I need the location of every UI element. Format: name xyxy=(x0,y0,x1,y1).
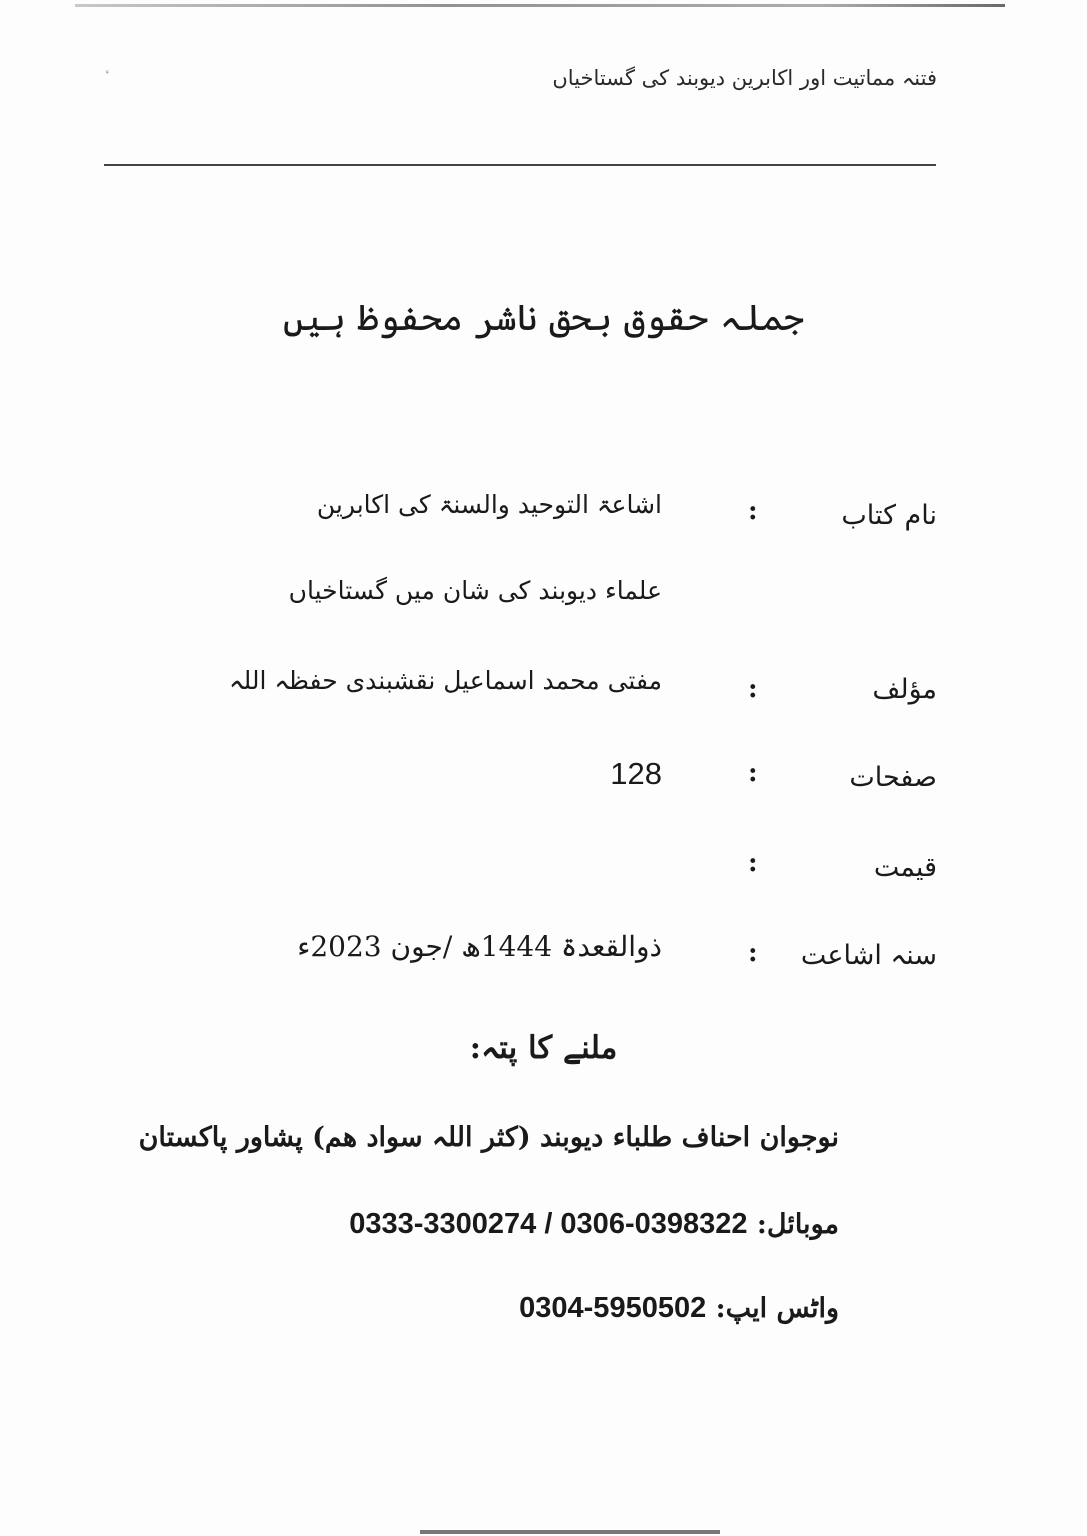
address-organization: نوجوان احناف طلباء دیوبند (کثر اللہ سواد ھم) پشاور پاکستان xyxy=(138,1122,839,1153)
detail-label-publication-year: سنہ اشاعت xyxy=(800,940,937,971)
detail-row-title xyxy=(0,490,1087,556)
detail-value-publication-year: ذوالقعدۃ 1444ھ /جون 2023ء xyxy=(297,930,662,963)
detail-colon: : xyxy=(748,938,758,968)
detail-label-price: قیمت xyxy=(873,852,937,883)
whatsapp-line xyxy=(519,1292,839,1325)
scan-edge-bottom xyxy=(420,1530,720,1534)
whatsapp-number: 0304-5950502 xyxy=(519,1292,707,1324)
mobile-label: موبائل: xyxy=(756,1209,839,1240)
detail-colon: : xyxy=(748,848,758,878)
detail-label-pages: صفحات xyxy=(849,762,937,793)
copyright-notice: جملہ حقوق بحق ناشر محفوظ ہیں xyxy=(282,298,805,339)
detail-row-author xyxy=(0,666,1087,726)
mobile-numbers: 0333-3300274 / 0306-0398322 xyxy=(349,1208,748,1240)
scan-edge-top xyxy=(75,4,1005,7)
detail-value-pages: 128 xyxy=(610,756,662,791)
detail-value-title-cont: علماء دیوبند کی شان میں گستاخیاں xyxy=(288,576,662,605)
detail-row-pages xyxy=(0,756,1087,816)
detail-colon: : xyxy=(748,758,758,788)
detail-row-price xyxy=(0,846,1087,906)
mobile-line xyxy=(349,1208,839,1241)
detail-row-publication-year xyxy=(0,928,1087,988)
detail-row-title-cont xyxy=(0,576,1087,636)
detail-label-author: مؤلف xyxy=(872,674,937,705)
running-header: فتنہ مماتیت اور اکابرین دیوبند کی گستاخیاں xyxy=(552,66,937,90)
header-rule xyxy=(104,164,936,166)
detail-value-author: مفتی محمد اسماعیل نقشبندی حفظہ اللہ xyxy=(228,666,662,695)
detail-colon: : xyxy=(748,674,758,704)
address-heading: ملنے کا پتہ: xyxy=(469,1030,618,1066)
whatsapp-label: واٹس ایپ: xyxy=(715,1293,839,1324)
detail-label-title: نام کتاب xyxy=(841,500,937,531)
detail-value-title: اشاعۃ التوحید والسنۃ کی اکابرین xyxy=(316,490,662,519)
detail-colon: : xyxy=(748,496,758,526)
